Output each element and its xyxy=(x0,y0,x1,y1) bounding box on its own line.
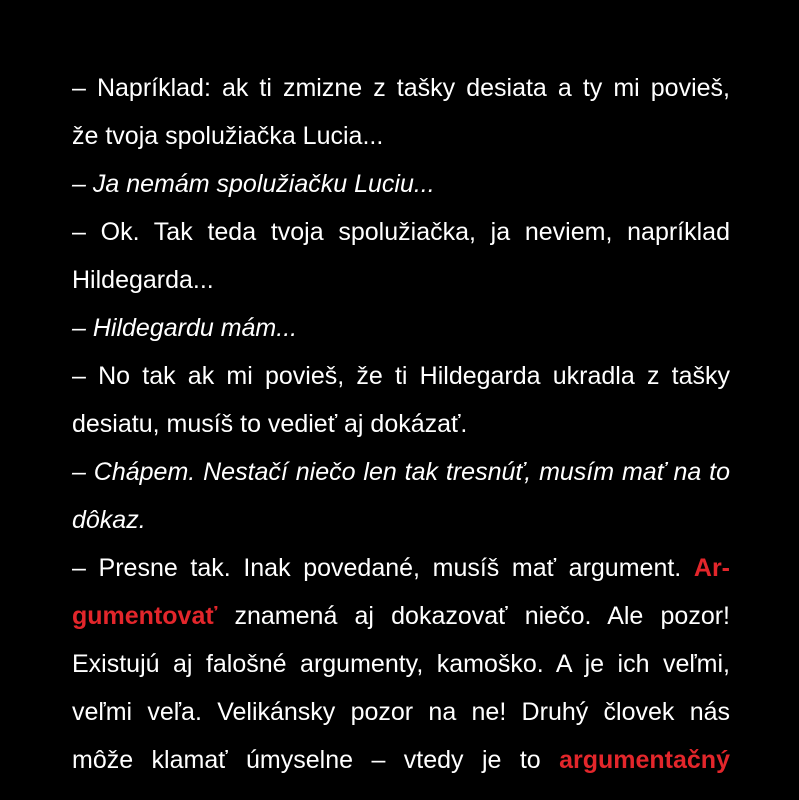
text-line-italic: – Chápem. Nestačí niečo len tak tresnúť, musím mať na to xyxy=(72,458,730,486)
text-line: desiatu, musíš to vedieť aj dokázať. xyxy=(72,410,468,438)
line-text: znamená aj dokazovať niečo. Ale pozor! xyxy=(234,602,730,630)
text-line-italic: – Hildegardu mám... xyxy=(72,314,298,342)
highlight-term: argumentačný xyxy=(559,746,730,774)
text-line xyxy=(72,592,730,640)
text-line-italic: dôkaz. xyxy=(72,506,146,534)
text-line: že tvoja spolužiačka Lucia... xyxy=(72,122,384,150)
text-line xyxy=(72,544,730,592)
text-line: Hildegarda... xyxy=(72,266,214,294)
text-line: Existujú aj falošné argumenty, kamoško. A je ich veľmi, xyxy=(72,650,730,678)
text-line: – Napríklad: ak ti zmizne z tašky desiata a ty mi povieš, xyxy=(72,74,730,102)
text-line xyxy=(72,736,730,784)
text-line-italic: – Ja nemám spolužiačku Luciu... xyxy=(72,170,435,198)
highlight-term: gumentovať xyxy=(72,602,218,630)
text-line: – No tak ak mi povieš, že ti Hildegarda ukradla z tašky xyxy=(72,362,730,390)
line-text: môže klamať úmyselne – vtedy je to xyxy=(72,746,541,774)
text-line: – Ok. Tak teda tvoja spolužiačka, ja neviem, napríklad xyxy=(72,218,730,246)
text-line: veľmi veľa. Velikánsky pozor na ne! Druhý človek nás xyxy=(72,698,730,726)
highlight-term: Ar- xyxy=(693,554,730,582)
document-page xyxy=(72,64,730,784)
line-text: – Presne tak. Inak povedané, musíš mať argument. xyxy=(72,554,682,582)
